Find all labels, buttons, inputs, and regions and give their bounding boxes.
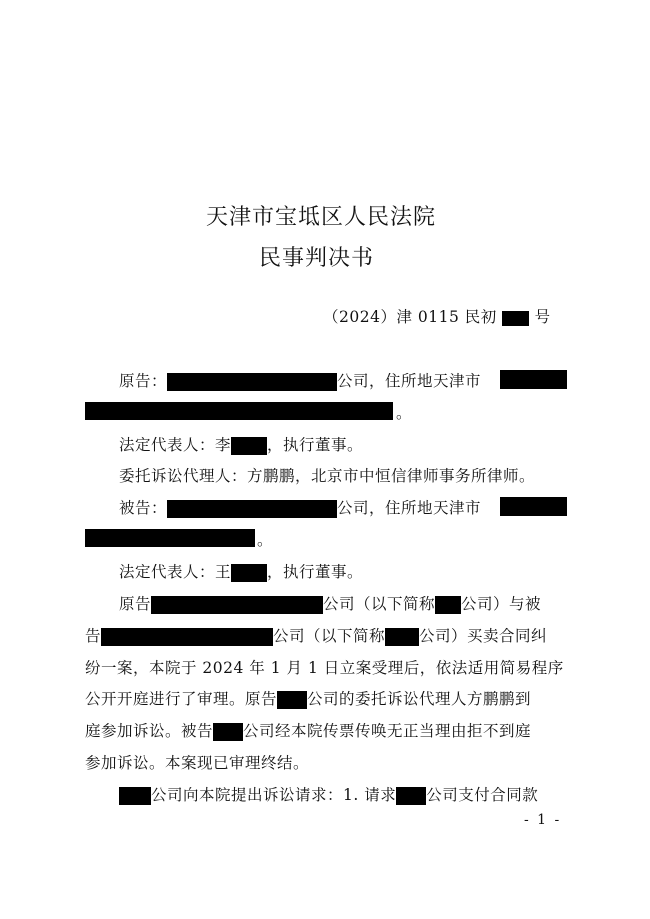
defendant-address-label: 公司，住所地天津市: [337, 499, 482, 517]
body-line: [85, 721, 531, 741]
body-line: 纷一案，本院于 2024 年 1 月 1 日立案受理后，依法适用简易程序: [85, 659, 564, 677]
redaction-block: [500, 370, 567, 389]
body-line: 参加诉讼。本案现已审理终结。: [85, 754, 310, 772]
redaction-block: [167, 373, 337, 391]
document-title: 民事判决书: [259, 246, 375, 271]
redaction-block: [396, 787, 426, 805]
text-segment: 庭参加诉讼。被告: [85, 722, 214, 740]
text-segment: 公开开庭进行了审理。原告: [85, 690, 278, 708]
plaintiff-representative: [119, 435, 363, 455]
case-number-suffix: 号: [534, 308, 551, 326]
redaction-block: [231, 564, 267, 582]
redaction-block: [500, 497, 567, 516]
defendant-label: 被告：: [119, 499, 168, 517]
redaction-block: [502, 311, 529, 326]
redaction-block: [85, 402, 393, 420]
representative-title: ，执行董事。: [267, 563, 364, 581]
agent-line: 委托诉讼代理人：方鹏鹏，北京市中恒信律师事务所律师。: [119, 467, 536, 485]
representative-label: 法定代表人：李: [119, 436, 232, 454]
body-line: [119, 785, 538, 805]
text-segment: 公司的委托诉讼代理人方鹏鹏到: [307, 690, 532, 708]
text-segment: 公司经本院传票传唤无正当理由拒不到庭: [243, 722, 532, 740]
redaction-block: [213, 723, 243, 741]
body-line: [85, 689, 531, 709]
plaintiff-label: 原告：: [119, 372, 168, 390]
defendant-line: [119, 498, 481, 518]
redaction-block: [119, 787, 151, 805]
text-segment: 原告: [119, 595, 152, 613]
plaintiff-address-end: 。: [396, 404, 413, 422]
redaction-block: [167, 500, 337, 518]
redaction-block: [277, 691, 307, 709]
court-name: 天津市宝坻区人民法院: [206, 205, 437, 230]
text-segment: 公司（以下简称: [273, 627, 386, 645]
text-segment: 公司支付合同款: [426, 786, 539, 804]
text-segment: 公司（以下简称: [323, 595, 436, 613]
defendant-address-end: 。: [257, 531, 274, 549]
case-number-prefix: （2024）津 0115 民初: [323, 308, 497, 326]
text-segment: 公司向本院提出诉讼请求：1. 请求: [151, 786, 397, 804]
defendant-representative: [119, 562, 363, 582]
body-line: [119, 594, 541, 614]
plaintiff-address-label: 公司，住所地天津市: [337, 372, 482, 390]
case-number: [323, 307, 551, 327]
representative-title: ，执行董事。: [267, 436, 364, 454]
text-segment: 公司）与被: [461, 595, 542, 613]
plaintiff-line: [119, 371, 481, 391]
redaction-block: [435, 596, 461, 614]
text-segment: 公司）买卖合同纠: [419, 627, 548, 645]
representative-label: 法定代表人：王: [119, 563, 232, 581]
page-number: - 1 -: [524, 812, 562, 828]
redaction-block: [85, 529, 255, 547]
text-segment: 告: [85, 627, 102, 645]
redaction-block: [151, 596, 323, 614]
redaction-block: [231, 437, 267, 455]
redaction-block: [101, 628, 273, 646]
body-line: [85, 626, 547, 646]
redaction-block: [385, 628, 419, 646]
